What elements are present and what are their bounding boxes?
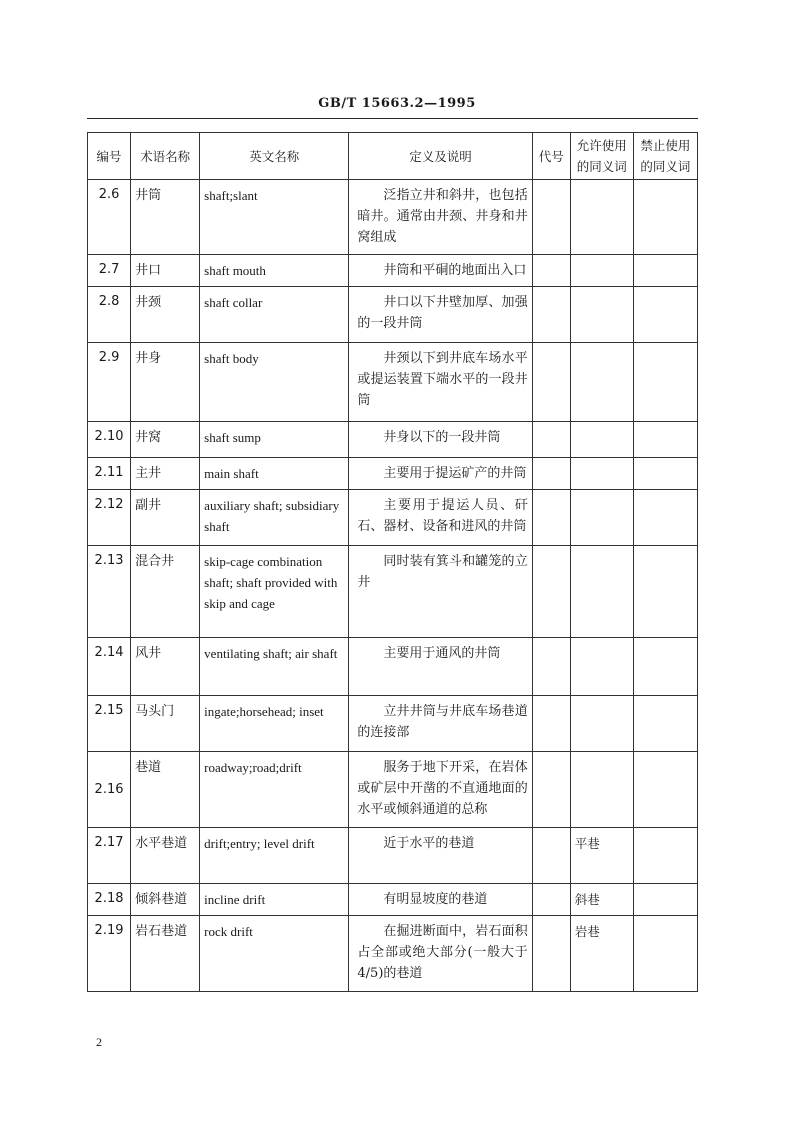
row-allowed <box>570 546 633 638</box>
row-allowed: 岩巷 <box>570 916 633 992</box>
table-row <box>88 180 698 255</box>
row-allowed <box>570 255 633 287</box>
row-term: 井窝 <box>131 422 200 458</box>
row-definition: 井颈以下到井底车场水平或提运装置下端水平的一段井筒 <box>349 343 532 422</box>
table-row <box>88 546 698 638</box>
row-forbidden <box>633 546 697 638</box>
table-row <box>88 696 698 752</box>
row-english: incline drift <box>200 884 349 916</box>
row-forbidden <box>633 490 697 546</box>
row-code <box>532 180 570 255</box>
table-row <box>88 828 698 884</box>
row-allowed <box>570 490 633 546</box>
row-code <box>532 916 570 992</box>
row-number: 2.6 <box>88 180 131 255</box>
row-definition: 有明显坡度的巷道 <box>349 884 532 916</box>
row-allowed: 斜巷 <box>570 884 633 916</box>
table-header-row <box>88 133 698 180</box>
col-header-definition: 定义及说明 <box>349 133 532 180</box>
row-allowed: 平巷 <box>570 828 633 884</box>
row-english: ventilating shaft; air shaft <box>200 638 349 696</box>
col-header-term: 术语名称 <box>131 133 200 180</box>
row-definition: 主要用于提运矿产的井筒 <box>349 458 532 490</box>
row-forbidden <box>633 828 697 884</box>
header-rule <box>87 118 698 119</box>
row-forbidden <box>633 916 697 992</box>
row-code <box>532 884 570 916</box>
table-row <box>88 490 698 546</box>
row-number: 2.9 <box>88 343 131 422</box>
row-term: 井口 <box>131 255 200 287</box>
row-term: 主井 <box>131 458 200 490</box>
row-code <box>532 828 570 884</box>
row-english: drift;entry; level drift <box>200 828 349 884</box>
col-header-code: 代号 <box>532 133 570 180</box>
row-definition: 井口以下井壁加厚、加强的一段井筒 <box>349 287 532 343</box>
row-english: shaft mouth <box>200 255 349 287</box>
row-definition: 井筒和平硐的地面出入口 <box>349 255 532 287</box>
row-definition: 近于水平的巷道 <box>349 828 532 884</box>
row-english: ingate;horsehead; inset <box>200 696 349 752</box>
row-term: 副井 <box>131 490 200 546</box>
row-number: 2.19 <box>88 916 131 992</box>
row-english: shaft sump <box>200 422 349 458</box>
row-forbidden <box>633 287 697 343</box>
row-term: 马头门 <box>131 696 200 752</box>
row-term: 倾斜巷道 <box>131 884 200 916</box>
row-code <box>532 422 570 458</box>
row-code <box>532 752 570 828</box>
row-number: 2.7 <box>88 255 131 287</box>
row-allowed <box>570 696 633 752</box>
row-number: 2.10 <box>88 422 131 458</box>
row-english: shaft collar <box>200 287 349 343</box>
row-definition: 同时装有箕斗和罐笼的立井 <box>349 546 532 638</box>
col-header-allowed-synonym: 允许使用的同义词 <box>570 133 633 180</box>
row-term: 井筒 <box>131 180 200 255</box>
row-english: roadway;road;drift <box>200 752 349 828</box>
table-row <box>88 343 698 422</box>
page-number: 2 <box>96 1035 102 1049</box>
row-definition: 井身以下的一段井筒 <box>349 422 532 458</box>
row-number: 2.15 <box>88 696 131 752</box>
row-forbidden <box>633 343 697 422</box>
row-forbidden <box>633 638 697 696</box>
row-definition: 在掘进断面中，岩石面积占全部或绝大部分(一般大于 4/5)的巷道 <box>349 916 532 992</box>
row-code <box>532 343 570 422</box>
row-forbidden <box>633 696 697 752</box>
row-number: 2.8 <box>88 287 131 343</box>
row-forbidden <box>633 458 697 490</box>
table-row <box>88 752 698 828</box>
table-row <box>88 638 698 696</box>
row-allowed <box>570 752 633 828</box>
col-header-number: 编号 <box>88 133 131 180</box>
row-term: 水平巷道 <box>131 828 200 884</box>
row-english: shaft;slant <box>200 180 349 255</box>
row-allowed <box>570 287 633 343</box>
terms-table <box>87 132 698 992</box>
row-code <box>532 546 570 638</box>
document-header: GB/T 15663.2—1995 <box>318 96 476 111</box>
row-term: 混合井 <box>131 546 200 638</box>
row-definition: 服务于地下开采，在岩体或矿层中开凿的不直通地面的水平或倾斜通道的总称 <box>349 752 532 828</box>
row-code <box>532 490 570 546</box>
row-term: 岩石巷道 <box>131 916 200 992</box>
row-forbidden <box>633 180 697 255</box>
row-code <box>532 458 570 490</box>
row-english: skip-cage combination shaft; shaft provided with skip and cage <box>200 546 349 638</box>
row-forbidden <box>633 422 697 458</box>
row-allowed <box>570 458 633 490</box>
row-number: 2.13 <box>88 546 131 638</box>
row-term: 风井 <box>131 638 200 696</box>
row-definition: 泛指立井和斜井，也包括暗井。通常由井颈、井身和井窝组成 <box>349 180 532 255</box>
row-code <box>532 638 570 696</box>
row-code <box>532 287 570 343</box>
row-allowed <box>570 180 633 255</box>
row-definition: 主要用于提运人员、矸石、器材、设备和进风的井筒 <box>349 490 532 546</box>
row-english: auxiliary shaft; subsidiary shaft <box>200 490 349 546</box>
row-forbidden <box>633 255 697 287</box>
row-number: 2.17 <box>88 828 131 884</box>
col-header-english: 英文名称 <box>200 133 349 180</box>
table-row <box>88 884 698 916</box>
table-row <box>88 916 698 992</box>
row-allowed <box>570 343 633 422</box>
row-forbidden <box>633 752 697 828</box>
row-forbidden <box>633 884 697 916</box>
row-term: 井颈 <box>131 287 200 343</box>
table-row <box>88 287 698 343</box>
row-number: 2.12 <box>88 490 131 546</box>
table-row <box>88 422 698 458</box>
table-row <box>88 458 698 490</box>
row-code <box>532 255 570 287</box>
col-header-forbidden-synonym: 禁止使用的同义词 <box>633 133 697 180</box>
row-allowed <box>570 638 633 696</box>
row-definition: 主要用于通风的井筒 <box>349 638 532 696</box>
row-number: 2.16 <box>88 752 131 828</box>
row-english: shaft body <box>200 343 349 422</box>
row-number: 2.14 <box>88 638 131 696</box>
row-number: 2.18 <box>88 884 131 916</box>
row-number: 2.11 <box>88 458 131 490</box>
row-english: main shaft <box>200 458 349 490</box>
row-code <box>532 696 570 752</box>
row-term: 巷道 <box>131 752 200 828</box>
row-allowed <box>570 422 633 458</box>
table-row <box>88 255 698 287</box>
row-definition: 立井井筒与井底车场巷道的连接部 <box>349 696 532 752</box>
row-english: rock drift <box>200 916 349 992</box>
row-term: 井身 <box>131 343 200 422</box>
